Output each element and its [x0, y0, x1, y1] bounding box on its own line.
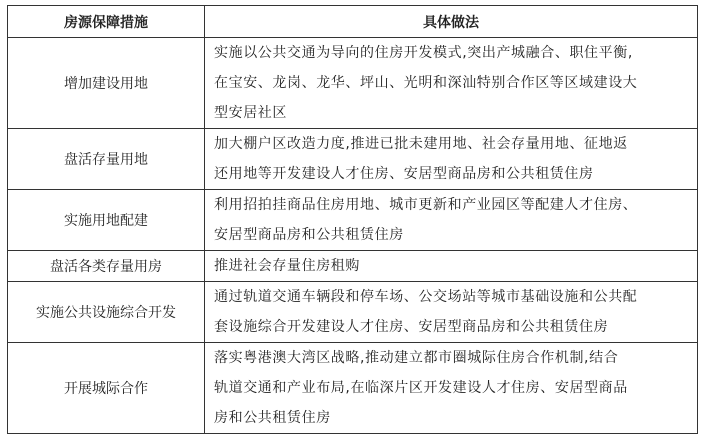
approach-cell	[205, 251, 698, 282]
table-row	[8, 38, 698, 129]
table-row	[8, 251, 698, 282]
approach-line: 套设施综合开发建设人才住房、安居型商品房和公共租赁住房	[214, 319, 609, 335]
approach-line: 通过轨道交通车辆段和停车场、公交场站等城市基础设施和公共配	[214, 289, 638, 305]
approach-line: 还用地等开发建设人才住房、安居型商品房和公共租赁住房	[214, 166, 594, 182]
approach-cell	[205, 282, 698, 343]
approach-cell	[205, 343, 698, 434]
approach-line: 安居型商品房和公共租赁住房	[214, 227, 404, 243]
approach-line: 落实粤港澳大湾区战略,推动建立都市圈城际住房合作机制,结合	[214, 350, 619, 366]
table-header-row	[8, 6, 698, 38]
table-row	[8, 129, 698, 190]
header-approach: 具体做法	[205, 6, 698, 38]
approach-line: 在宝安、龙岗、龙华、坪山、光明和深汕特别合作区等区域建设大	[214, 75, 638, 91]
approach-line: 实施以公共交通为导向的住房开发模式,突出产城融合、职住平衡,	[214, 45, 633, 61]
measure-cell: 盘活存量用地	[8, 129, 205, 190]
approach-line: 加大棚户区改造力度,推进已批未建用地、社会存量用地、征地返	[214, 136, 628, 152]
approach-line: 房和公共租赁住房	[214, 410, 331, 426]
measure-cell: 盘活各类存量用房	[8, 251, 205, 282]
housing-measures-table	[7, 5, 698, 434]
measure-cell: 开展城际合作	[8, 343, 205, 434]
header-measure: 房源保障措施	[8, 6, 205, 38]
approach-cell	[205, 129, 698, 190]
measure-cell: 实施用地配建	[8, 190, 205, 251]
approach-cell	[205, 190, 698, 251]
table-row	[8, 282, 698, 343]
measure-cell: 实施公共设施综合开发	[8, 282, 205, 343]
table-row	[8, 343, 698, 434]
approach-line: 利用招拍挂商品住房用地、城市更新和产业园区等配建人才住房、	[214, 197, 638, 213]
measure-cell: 增加建设用地	[8, 38, 205, 129]
approach-line: 轨道交通和产业布局,在临深片区开发建设人才住房、安居型商品	[214, 380, 628, 396]
table-row	[8, 190, 698, 251]
approach-line: 型安居社区	[214, 105, 287, 121]
approach-line: 推进社会存量住房租购	[214, 258, 360, 274]
approach-cell	[205, 38, 698, 129]
